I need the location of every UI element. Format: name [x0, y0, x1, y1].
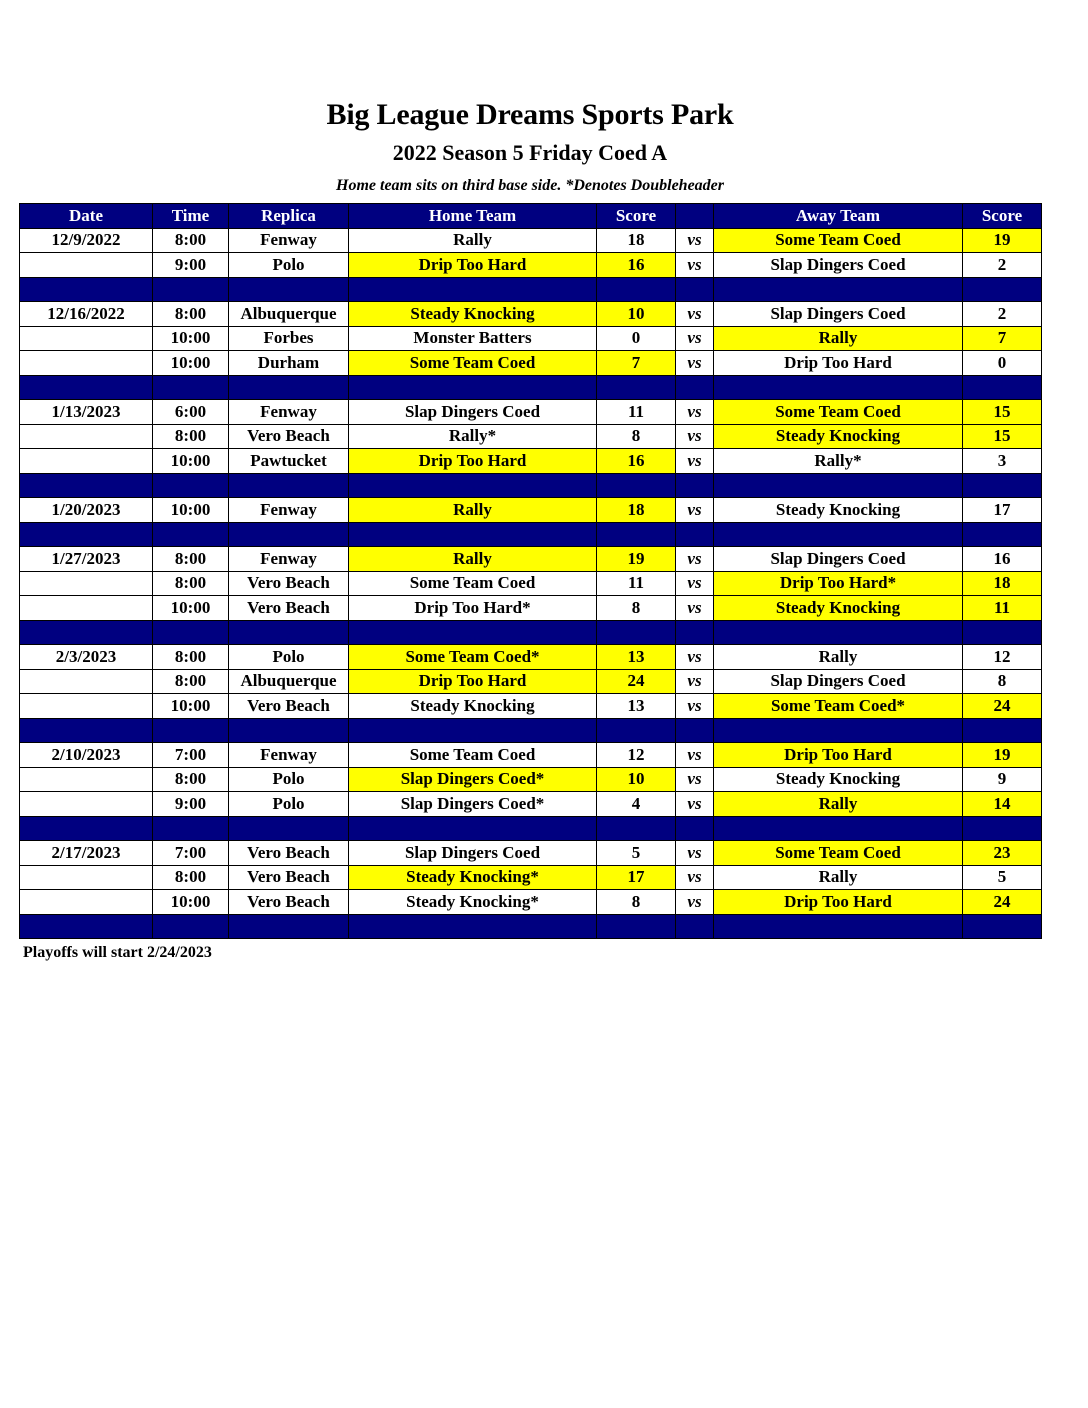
separator-cell — [963, 816, 1042, 841]
away-team: Rally — [714, 326, 963, 351]
away-score: 7 — [963, 326, 1042, 351]
game-date-empty — [20, 571, 153, 596]
vs-label: vs — [676, 669, 714, 694]
separator-cell — [597, 620, 676, 645]
separator-cell — [676, 816, 714, 841]
separator-cell — [229, 522, 349, 547]
separator-cell — [229, 914, 349, 939]
table-row — [20, 865, 1042, 890]
game-replica-field: Vero Beach — [229, 596, 349, 621]
away-team: Slap Dingers Coed — [714, 253, 963, 278]
col-header-date: Date — [20, 204, 153, 229]
vs-label: vs — [676, 302, 714, 327]
col-header-home-team: Home Team — [349, 204, 597, 229]
separator-cell — [349, 816, 597, 841]
home-team: Rally — [349, 498, 597, 523]
game-time: 7:00 — [153, 841, 229, 866]
col-header-home-score: Score — [597, 204, 676, 229]
separator-cell — [714, 277, 963, 302]
table-row — [20, 424, 1042, 449]
home-team: Rally* — [349, 424, 597, 449]
col-header-vs — [676, 204, 714, 229]
schedule-table — [19, 203, 1042, 939]
game-replica-field: Vero Beach — [229, 571, 349, 596]
table-row — [20, 841, 1042, 866]
game-date: 2/10/2023 — [20, 743, 153, 768]
away-team: Slap Dingers Coed — [714, 547, 963, 572]
away-score: 19 — [963, 228, 1042, 253]
home-score: 4 — [597, 792, 676, 817]
vs-label: vs — [676, 253, 714, 278]
game-date-empty — [20, 767, 153, 792]
home-team: Steady Knocking* — [349, 890, 597, 915]
game-time: 8:00 — [153, 571, 229, 596]
page-subtitle: 2022 Season 5 Friday Coed A — [392, 140, 668, 165]
col-header-away-team: Away Team — [714, 204, 963, 229]
separator-cell — [676, 375, 714, 400]
game-date: 2/3/2023 — [20, 645, 153, 670]
away-team: Steady Knocking — [714, 767, 963, 792]
week-separator-row — [20, 620, 1042, 645]
game-replica-field: Fenway — [229, 228, 349, 253]
away-score: 0 — [963, 351, 1042, 376]
game-date-empty — [20, 326, 153, 351]
home-score: 10 — [597, 767, 676, 792]
game-date-empty — [20, 596, 153, 621]
table-row — [20, 326, 1042, 351]
game-date: 2/17/2023 — [20, 841, 153, 866]
separator-cell — [153, 375, 229, 400]
game-time: 8:00 — [153, 302, 229, 327]
away-score: 19 — [963, 743, 1042, 768]
game-replica-field: Fenway — [229, 400, 349, 425]
separator-cell — [349, 473, 597, 498]
separator-cell — [597, 522, 676, 547]
vs-label: vs — [676, 596, 714, 621]
separator-cell — [676, 914, 714, 939]
separator-cell — [676, 522, 714, 547]
col-header-time: Time — [153, 204, 229, 229]
game-replica-field: Vero Beach — [229, 890, 349, 915]
game-date: 12/16/2022 — [20, 302, 153, 327]
week-separator-row — [20, 375, 1042, 400]
table-row — [20, 792, 1042, 817]
game-date-empty — [20, 669, 153, 694]
away-team: Rally — [714, 792, 963, 817]
game-date: 12/9/2022 — [20, 228, 153, 253]
schedule-body — [20, 228, 1042, 939]
vs-label: vs — [676, 694, 714, 719]
table-row — [20, 449, 1042, 474]
separator-cell — [349, 914, 597, 939]
away-score: 11 — [963, 596, 1042, 621]
away-team: Steady Knocking — [714, 498, 963, 523]
game-date: 1/13/2023 — [20, 400, 153, 425]
week-separator-row — [20, 522, 1042, 547]
vs-label: vs — [676, 890, 714, 915]
week-separator-row — [20, 473, 1042, 498]
game-time: 10:00 — [153, 449, 229, 474]
away-score: 15 — [963, 424, 1042, 449]
separator-cell — [153, 816, 229, 841]
game-time: 9:00 — [153, 792, 229, 817]
separator-cell — [714, 522, 963, 547]
separator-cell — [20, 473, 153, 498]
away-score: 24 — [963, 694, 1042, 719]
table-row — [20, 596, 1042, 621]
vs-label: vs — [676, 767, 714, 792]
vs-label: vs — [676, 228, 714, 253]
home-score: 8 — [597, 424, 676, 449]
home-team: Steady Knocking* — [349, 865, 597, 890]
separator-cell — [20, 914, 153, 939]
col-header-replica: Replica — [229, 204, 349, 229]
home-score: 11 — [597, 400, 676, 425]
away-team: Some Team Coed — [714, 841, 963, 866]
separator-cell — [963, 375, 1042, 400]
away-score: 18 — [963, 571, 1042, 596]
home-score: 16 — [597, 449, 676, 474]
home-score: 12 — [597, 743, 676, 768]
separator-cell — [597, 914, 676, 939]
away-team: Steady Knocking — [714, 424, 963, 449]
week-separator-row — [20, 277, 1042, 302]
table-row — [20, 302, 1042, 327]
away-score: 15 — [963, 400, 1042, 425]
vs-label: vs — [676, 400, 714, 425]
table-row — [20, 571, 1042, 596]
game-date-empty — [20, 253, 153, 278]
game-date-empty — [20, 351, 153, 376]
separator-cell — [597, 473, 676, 498]
game-replica-field: Fenway — [229, 547, 349, 572]
game-time: 8:00 — [153, 767, 229, 792]
separator-cell — [676, 718, 714, 743]
vs-label: vs — [676, 571, 714, 596]
separator-cell — [20, 522, 153, 547]
separator-cell — [349, 620, 597, 645]
home-team: Slap Dingers Coed* — [349, 792, 597, 817]
vs-label: vs — [676, 792, 714, 817]
home-score: 7 — [597, 351, 676, 376]
game-time: 8:00 — [153, 424, 229, 449]
away-score: 24 — [963, 890, 1042, 915]
vs-label: vs — [676, 645, 714, 670]
separator-cell — [153, 277, 229, 302]
vs-label: vs — [676, 498, 714, 523]
separator-cell — [597, 277, 676, 302]
game-date-empty — [20, 792, 153, 817]
separator-cell — [714, 718, 963, 743]
home-score: 16 — [597, 253, 676, 278]
home-team: Some Team Coed — [349, 351, 597, 376]
separator-cell — [676, 473, 714, 498]
game-replica-field: Vero Beach — [229, 841, 349, 866]
home-team: Monster Batters — [349, 326, 597, 351]
week-separator-row — [20, 718, 1042, 743]
away-score: 14 — [963, 792, 1042, 817]
game-replica-field: Fenway — [229, 498, 349, 523]
game-replica-field: Vero Beach — [229, 865, 349, 890]
game-replica-field: Polo — [229, 792, 349, 817]
away-team: Some Team Coed* — [714, 694, 963, 719]
separator-cell — [963, 914, 1042, 939]
vs-label: vs — [676, 865, 714, 890]
separator-cell — [963, 473, 1042, 498]
separator-cell — [153, 522, 229, 547]
away-team: Drip Too Hard — [714, 890, 963, 915]
game-time: 10:00 — [153, 890, 229, 915]
separator-cell — [597, 375, 676, 400]
separator-cell — [229, 816, 349, 841]
game-date-empty — [20, 424, 153, 449]
away-team: Drip Too Hard* — [714, 571, 963, 596]
home-team: Some Team Coed — [349, 743, 597, 768]
vs-label: vs — [676, 424, 714, 449]
separator-cell — [20, 277, 153, 302]
table-row — [20, 890, 1042, 915]
separator-cell — [963, 522, 1042, 547]
game-date-empty — [20, 890, 153, 915]
game-date-empty — [20, 865, 153, 890]
game-time: 9:00 — [153, 253, 229, 278]
away-team: Drip Too Hard — [714, 351, 963, 376]
home-team: Steady Knocking — [349, 694, 597, 719]
table-row — [20, 400, 1042, 425]
home-score: 8 — [597, 890, 676, 915]
page-title: Big League Dreams Sports Park — [326, 98, 734, 131]
game-time: 8:00 — [153, 228, 229, 253]
week-separator-row — [20, 914, 1042, 939]
table-row — [20, 253, 1042, 278]
home-team: Slap Dingers Coed — [349, 400, 597, 425]
home-team: Drip Too Hard* — [349, 596, 597, 621]
home-score: 18 — [597, 498, 676, 523]
vs-label: vs — [676, 449, 714, 474]
game-date: 1/20/2023 — [20, 498, 153, 523]
doubleheader-note: Home team sits on third base side. *Denotes Doubleheader — [336, 177, 724, 194]
game-date: 1/27/2023 — [20, 547, 153, 572]
separator-cell — [349, 718, 597, 743]
game-replica-field: Albuquerque — [229, 669, 349, 694]
home-team: Rally — [349, 547, 597, 572]
separator-cell — [20, 375, 153, 400]
separator-cell — [597, 816, 676, 841]
vs-label: vs — [676, 841, 714, 866]
separator-cell — [676, 277, 714, 302]
away-team: Some Team Coed — [714, 228, 963, 253]
table-row — [20, 694, 1042, 719]
away-score: 5 — [963, 865, 1042, 890]
vs-label: vs — [676, 351, 714, 376]
home-score: 0 — [597, 326, 676, 351]
separator-cell — [153, 718, 229, 743]
home-team: Slap Dingers Coed — [349, 841, 597, 866]
away-score: 23 — [963, 841, 1042, 866]
separator-cell — [714, 375, 963, 400]
separator-cell — [714, 620, 963, 645]
game-time: 8:00 — [153, 645, 229, 670]
vs-label: vs — [676, 743, 714, 768]
table-row — [20, 351, 1042, 376]
game-replica-field: Vero Beach — [229, 424, 349, 449]
away-team: Drip Too Hard — [714, 743, 963, 768]
separator-cell — [597, 718, 676, 743]
game-date-empty — [20, 694, 153, 719]
separator-cell — [20, 620, 153, 645]
game-time: 10:00 — [153, 351, 229, 376]
game-time: 8:00 — [153, 547, 229, 572]
vs-label: vs — [676, 326, 714, 351]
separator-cell — [229, 375, 349, 400]
away-score: 12 — [963, 645, 1042, 670]
away-score: 17 — [963, 498, 1042, 523]
away-score: 9 — [963, 767, 1042, 792]
home-score: 18 — [597, 228, 676, 253]
away-team: Rally — [714, 865, 963, 890]
home-score: 10 — [597, 302, 676, 327]
game-time: 8:00 — [153, 669, 229, 694]
away-team: Slap Dingers Coed — [714, 302, 963, 327]
away-team: Steady Knocking — [714, 596, 963, 621]
separator-cell — [229, 473, 349, 498]
vs-label: vs — [676, 547, 714, 572]
home-team: Some Team Coed* — [349, 645, 597, 670]
away-team: Rally — [714, 645, 963, 670]
separator-cell — [676, 620, 714, 645]
separator-cell — [20, 816, 153, 841]
table-header-row — [20, 204, 1042, 229]
separator-cell — [963, 718, 1042, 743]
game-time: 10:00 — [153, 596, 229, 621]
separator-cell — [349, 375, 597, 400]
separator-cell — [153, 914, 229, 939]
game-replica-field: Pawtucket — [229, 449, 349, 474]
table-row — [20, 498, 1042, 523]
away-score: 2 — [963, 302, 1042, 327]
home-score: 13 — [597, 645, 676, 670]
col-header-away-score: Score — [963, 204, 1042, 229]
table-row — [20, 645, 1042, 670]
home-score: 13 — [597, 694, 676, 719]
separator-cell — [153, 620, 229, 645]
away-score: 16 — [963, 547, 1042, 572]
game-replica-field: Durham — [229, 351, 349, 376]
separator-cell — [963, 620, 1042, 645]
home-team: Rally — [349, 228, 597, 253]
home-team: Drip Too Hard — [349, 669, 597, 694]
home-score: 5 — [597, 841, 676, 866]
game-time: 10:00 — [153, 326, 229, 351]
game-time: 7:00 — [153, 743, 229, 768]
game-replica-field: Polo — [229, 767, 349, 792]
home-team: Drip Too Hard — [349, 449, 597, 474]
game-time: 8:00 — [153, 865, 229, 890]
separator-cell — [229, 718, 349, 743]
away-team: Rally* — [714, 449, 963, 474]
game-replica-field: Vero Beach — [229, 694, 349, 719]
home-score: 17 — [597, 865, 676, 890]
away-score: 2 — [963, 253, 1042, 278]
separator-cell — [963, 277, 1042, 302]
game-replica-field: Albuquerque — [229, 302, 349, 327]
separator-cell — [714, 914, 963, 939]
separator-cell — [714, 473, 963, 498]
separator-cell — [20, 718, 153, 743]
separator-cell — [349, 522, 597, 547]
game-replica-field: Polo — [229, 253, 349, 278]
away-team: Some Team Coed — [714, 400, 963, 425]
game-replica-field: Forbes — [229, 326, 349, 351]
table-row — [20, 767, 1042, 792]
home-score: 11 — [597, 571, 676, 596]
home-score: 8 — [597, 596, 676, 621]
home-team: Drip Too Hard — [349, 253, 597, 278]
home-score: 19 — [597, 547, 676, 572]
separator-cell — [153, 473, 229, 498]
game-date-empty — [20, 449, 153, 474]
away-score: 3 — [963, 449, 1042, 474]
table-row — [20, 743, 1042, 768]
game-time: 10:00 — [153, 498, 229, 523]
playoffs-note: Playoffs will start 2/24/2023 — [23, 944, 212, 961]
home-team: Steady Knocking — [349, 302, 597, 327]
home-score: 24 — [597, 669, 676, 694]
game-replica-field: Fenway — [229, 743, 349, 768]
separator-cell — [349, 277, 597, 302]
week-separator-row — [20, 816, 1042, 841]
separator-cell — [714, 816, 963, 841]
separator-cell — [229, 277, 349, 302]
separator-cell — [229, 620, 349, 645]
game-replica-field: Polo — [229, 645, 349, 670]
game-time: 6:00 — [153, 400, 229, 425]
away-team: Slap Dingers Coed — [714, 669, 963, 694]
home-team: Some Team Coed — [349, 571, 597, 596]
table-row — [20, 547, 1042, 572]
table-row — [20, 669, 1042, 694]
away-score: 8 — [963, 669, 1042, 694]
table-row — [20, 228, 1042, 253]
game-time: 10:00 — [153, 694, 229, 719]
home-team: Slap Dingers Coed* — [349, 767, 597, 792]
